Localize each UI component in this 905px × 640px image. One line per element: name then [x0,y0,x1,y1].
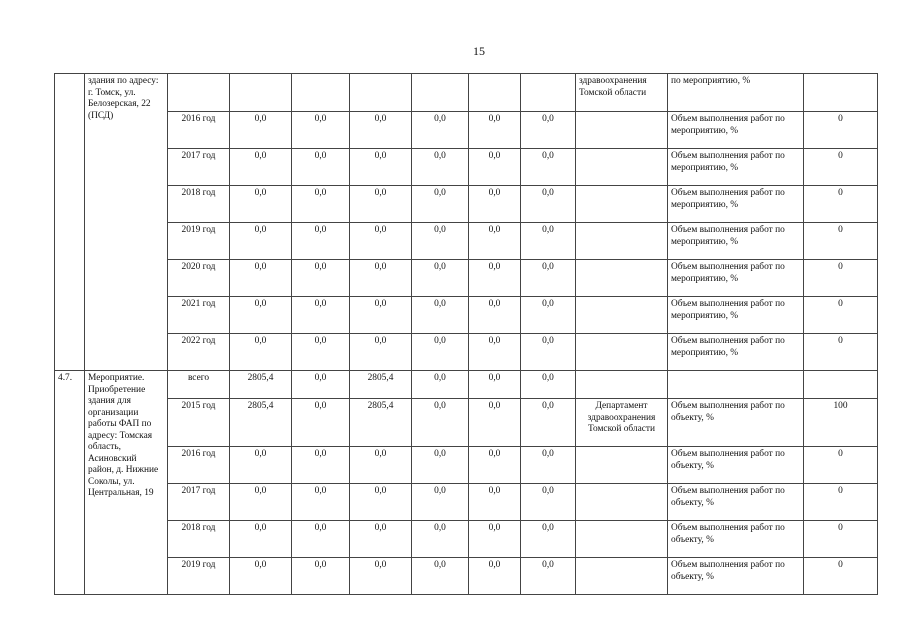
value-cell: 0,0 [469,149,521,186]
target-cell: 0 [804,260,878,297]
value-cell: 0,0 [469,334,521,371]
number-cell: 4.7. [55,371,85,595]
executor-cell [576,447,668,484]
value-cell: 0,0 [412,371,469,399]
target-cell: 0 [804,112,878,149]
table-row [55,112,878,149]
executor-cell [576,260,668,297]
value-cell: 0,0 [521,399,576,447]
table-row [55,334,878,371]
value-cell: 0,0 [350,149,412,186]
indicator-cell: Объем выполнения работ по мероприятию, % [668,260,804,297]
indicator-cell: Объем выполнения работ по объекту, % [668,558,804,595]
year-cell: 2016 год [168,112,230,149]
value-cell: 0,0 [412,334,469,371]
value-cell: 0,0 [521,334,576,371]
year-cell: 2017 год [168,149,230,186]
target-cell: 0 [804,223,878,260]
table-row [55,371,878,399]
value-cell: 0,0 [292,371,350,399]
target-cell: 0 [804,297,878,334]
executor-cell [576,558,668,595]
table-row [55,186,878,223]
year-cell [168,74,230,112]
table-row [55,223,878,260]
year-cell: 2022 год [168,334,230,371]
value-cell: 0,0 [469,297,521,334]
executor-cell [576,371,668,399]
value-cell: 0,0 [521,447,576,484]
value-cell: 0,0 [230,297,292,334]
value-cell [230,74,292,112]
value-cell: 0,0 [469,484,521,521]
value-cell: 0,0 [350,223,412,260]
value-cell: 0,0 [292,484,350,521]
value-cell: 0,0 [469,112,521,149]
year-cell: 2018 год [168,186,230,223]
executor-cell: здравоохранения Томской области [576,74,668,112]
value-cell: 0,0 [521,186,576,223]
number-cell [55,74,85,371]
value-cell: 0,0 [412,521,469,558]
value-cell: 0,0 [292,521,350,558]
indicator-cell: Объем выполнения работ по мероприятию, % [668,149,804,186]
target-cell: 0 [804,186,878,223]
value-cell: 0,0 [350,558,412,595]
value-cell [469,74,521,112]
executor-cell [576,223,668,260]
value-cell: 0,0 [350,334,412,371]
value-cell: 0,0 [521,558,576,595]
value-cell: 0,0 [521,521,576,558]
target-cell [804,74,878,112]
value-cell: 0,0 [230,149,292,186]
table-body [55,74,878,595]
value-cell: 0,0 [521,223,576,260]
value-cell: 0,0 [412,149,469,186]
table-row [55,260,878,297]
value-cell: 0,0 [350,447,412,484]
value-cell: 0,0 [412,112,469,149]
value-cell: 0,0 [230,484,292,521]
executor-cell [576,149,668,186]
target-cell: 0 [804,447,878,484]
value-cell: 0,0 [230,558,292,595]
table-row [55,297,878,334]
value-cell: 0,0 [292,149,350,186]
value-cell: 0,0 [521,484,576,521]
value-cell: 0,0 [292,334,350,371]
value-cell: 0,0 [412,484,469,521]
value-cell: 2805,4 [230,399,292,447]
value-cell: 0,0 [521,297,576,334]
year-cell: 2020 год [168,260,230,297]
value-cell: 0,0 [469,260,521,297]
target-cell [804,371,878,399]
indicator-cell: Объем выполнения работ по объекту, % [668,399,804,447]
value-cell: 0,0 [350,484,412,521]
executor-cell [576,297,668,334]
table-row [55,399,878,447]
value-cell [292,74,350,112]
indicator-cell: Объем выполнения работ по мероприятию, % [668,297,804,334]
value-cell: 0,0 [230,521,292,558]
description-cell: Мероприятие. Приобретение здания для организации работы ФАП по адресу: Томская область, Асиновский район, д. Нижние Соколы, ул. Центральная, 19 [85,371,168,595]
value-cell: 0,0 [412,297,469,334]
value-cell: 0,0 [292,112,350,149]
value-cell: 0,0 [521,260,576,297]
year-cell: 2019 год [168,223,230,260]
indicator-cell: Объем выполнения работ по мероприятию, % [668,334,804,371]
executor-cell [576,484,668,521]
year-cell: всего [168,371,230,399]
program-table [54,73,878,595]
executor-cell: Департамент здравоохранения Томской области [576,399,668,447]
indicator-cell: Объем выполнения работ по объекту, % [668,484,804,521]
page-number: 15 [473,44,485,58]
year-cell: 2019 год [168,558,230,595]
value-cell: 0,0 [292,260,350,297]
executor-cell [576,186,668,223]
value-cell: 0,0 [412,186,469,223]
executor-cell [576,334,668,371]
value-cell: 0,0 [412,447,469,484]
value-cell: 0,0 [230,334,292,371]
value-cell: 0,0 [350,112,412,149]
table-row [55,558,878,595]
value-cell: 0,0 [230,112,292,149]
table-row [55,447,878,484]
value-cell: 0,0 [412,399,469,447]
indicator-cell: по мероприятию, % [668,74,804,112]
year-cell: 2021 год [168,297,230,334]
value-cell: 0,0 [521,112,576,149]
indicator-cell: Объем выполнения работ по объекту, % [668,447,804,484]
value-cell: 0,0 [521,371,576,399]
value-cell: 0,0 [412,558,469,595]
target-cell: 0 [804,558,878,595]
value-cell: 0,0 [350,297,412,334]
value-cell [350,74,412,112]
value-cell: 0,0 [292,447,350,484]
year-cell: 2015 год [168,399,230,447]
indicator-cell: Объем выполнения работ по мероприятию, % [668,112,804,149]
value-cell: 0,0 [292,297,350,334]
executor-cell [576,112,668,149]
value-cell: 0,0 [350,521,412,558]
value-cell: 2805,4 [350,371,412,399]
value-cell: 0,0 [469,371,521,399]
value-cell: 0,0 [292,399,350,447]
indicator-cell [668,371,804,399]
table-row [55,74,878,112]
executor-cell [576,521,668,558]
target-cell: 100 [804,399,878,447]
indicator-cell: Объем выполнения работ по объекту, % [668,521,804,558]
value-cell [521,74,576,112]
value-cell: 0,0 [521,149,576,186]
value-cell: 0,0 [230,223,292,260]
value-cell: 0,0 [292,223,350,260]
target-cell: 0 [804,521,878,558]
value-cell: 0,0 [230,447,292,484]
value-cell: 2805,4 [350,399,412,447]
value-cell: 0,0 [469,558,521,595]
value-cell: 0,0 [230,186,292,223]
value-cell: 0,0 [469,447,521,484]
year-cell: 2016 год [168,447,230,484]
value-cell: 0,0 [230,260,292,297]
value-cell: 0,0 [292,186,350,223]
value-cell: 0,0 [412,260,469,297]
value-cell: 0,0 [412,223,469,260]
target-cell: 0 [804,484,878,521]
value-cell: 0,0 [469,223,521,260]
indicator-cell: Объем выполнения работ по мероприятию, % [668,223,804,260]
description-cell: здания по адресу: г. Томск, ул. Белозерская, 22 (ПСД) [85,74,168,371]
value-cell: 0,0 [469,186,521,223]
value-cell: 0,0 [469,521,521,558]
value-cell: 0,0 [350,260,412,297]
target-cell: 0 [804,334,878,371]
target-cell: 0 [804,149,878,186]
table-row [55,149,878,186]
table-row [55,484,878,521]
indicator-cell: Объем выполнения работ по мероприятию, % [668,186,804,223]
value-cell: 0,0 [292,558,350,595]
value-cell: 2805,4 [230,371,292,399]
year-cell: 2018 год [168,521,230,558]
value-cell: 0,0 [469,399,521,447]
value-cell [412,74,469,112]
year-cell: 2017 год [168,484,230,521]
value-cell: 0,0 [350,186,412,223]
table-row [55,521,878,558]
